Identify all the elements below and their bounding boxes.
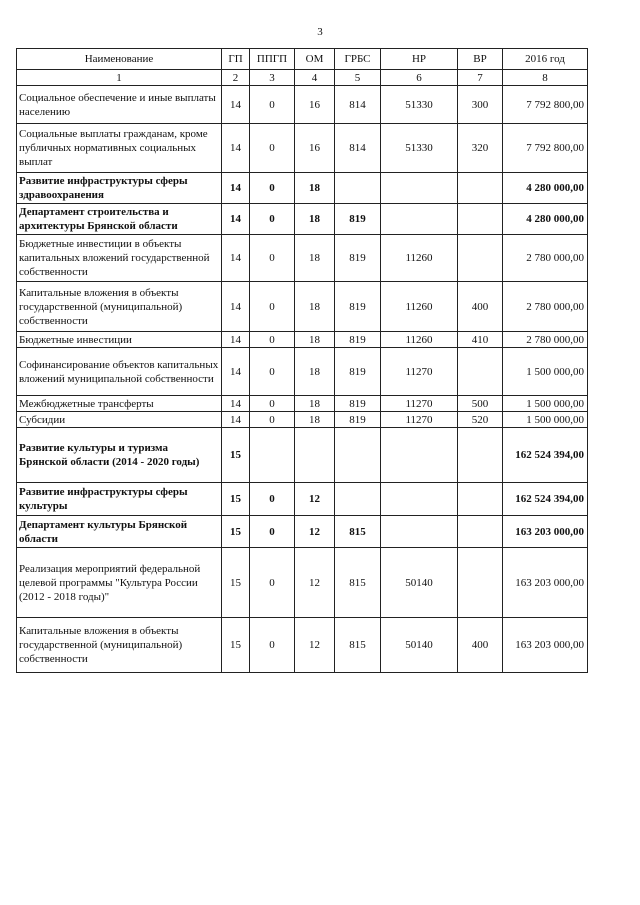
row-vr <box>458 516 503 548</box>
row-om: 18 <box>295 173 335 204</box>
row-amount: 7 792 800,00 <box>503 86 588 124</box>
header-year: 2016 год <box>503 49 588 70</box>
row-gp: 15 <box>222 483 250 516</box>
row-vr: 400 <box>458 618 503 673</box>
column-number: 6 <box>381 70 458 86</box>
row-amount: 163 203 000,00 <box>503 618 588 673</box>
row-grbs <box>335 483 381 516</box>
row-amount: 2 780 000,00 <box>503 282 588 332</box>
column-number: 2 <box>222 70 250 86</box>
row-amount: 162 524 394,00 <box>503 483 588 516</box>
row-name: Капитальные вложения в объекты государственной (муниципальной) собственности <box>17 282 222 332</box>
table-row <box>17 348 588 396</box>
row-grbs: 819 <box>335 235 381 282</box>
row-gp: 15 <box>222 516 250 548</box>
row-gp: 15 <box>222 618 250 673</box>
row-name: Социальные выплаты гражданам, кроме публичных нормативных социальных выплат <box>17 124 222 173</box>
row-om: 12 <box>295 618 335 673</box>
table-row <box>17 204 588 235</box>
row-om: 18 <box>295 332 335 348</box>
row-ppgp: 0 <box>250 86 295 124</box>
row-grbs: 819 <box>335 332 381 348</box>
row-name: Департамент строительства и архитектуры Брянской области <box>17 204 222 235</box>
row-vr <box>458 548 503 618</box>
table-row <box>17 483 588 516</box>
row-gp: 14 <box>222 86 250 124</box>
row-name: Реализация мероприятий федеральной целевой программы "Культура России (2012 - 2018 годы)" <box>17 548 222 618</box>
row-name: Бюджетные инвестиции в объекты капитальных вложений государственной собственности <box>17 235 222 282</box>
budget-table <box>16 48 588 673</box>
header-grbs: ГРБС <box>335 49 381 70</box>
row-om: 12 <box>295 483 335 516</box>
column-number: 4 <box>295 70 335 86</box>
table-row <box>17 173 588 204</box>
row-nr: 51330 <box>381 124 458 173</box>
row-nr: 11270 <box>381 412 458 428</box>
row-ppgp <box>250 428 295 483</box>
row-ppgp: 0 <box>250 412 295 428</box>
row-om: 18 <box>295 396 335 412</box>
table-row <box>17 396 588 412</box>
table-row <box>17 332 588 348</box>
column-number: 1 <box>17 70 222 86</box>
row-nr <box>381 173 458 204</box>
row-vr <box>458 483 503 516</box>
row-ppgp: 0 <box>250 332 295 348</box>
row-vr: 520 <box>458 412 503 428</box>
row-gp: 14 <box>222 332 250 348</box>
row-amount: 4 280 000,00 <box>503 173 588 204</box>
row-ppgp: 0 <box>250 124 295 173</box>
row-gp: 14 <box>222 348 250 396</box>
row-name: Межбюджетные трансферты <box>17 396 222 412</box>
row-grbs: 815 <box>335 548 381 618</box>
row-nr <box>381 516 458 548</box>
column-number: 7 <box>458 70 503 86</box>
table-row <box>17 428 588 483</box>
row-name: Социальное обеспечение и иные выплаты населению <box>17 86 222 124</box>
row-om: 16 <box>295 86 335 124</box>
row-grbs <box>335 428 381 483</box>
row-amount: 1 500 000,00 <box>503 412 588 428</box>
row-om: 18 <box>295 412 335 428</box>
row-amount: 1 500 000,00 <box>503 396 588 412</box>
row-ppgp: 0 <box>250 235 295 282</box>
row-name: Софинансирование объектов капитальных вложений муниципальной собственности <box>17 348 222 396</box>
table-row <box>17 235 588 282</box>
row-name: Развитие культуры и туризма Брянской области (2014 - 2020 годы) <box>17 428 222 483</box>
row-name: Бюджетные инвестиции <box>17 332 222 348</box>
header-ppgp: ППГП <box>250 49 295 70</box>
table-row <box>17 282 588 332</box>
row-om: 12 <box>295 548 335 618</box>
row-nr: 11260 <box>381 332 458 348</box>
row-gp: 15 <box>222 548 250 618</box>
row-ppgp: 0 <box>250 204 295 235</box>
row-gp: 15 <box>222 428 250 483</box>
row-vr: 300 <box>458 86 503 124</box>
row-vr <box>458 348 503 396</box>
row-vr: 410 <box>458 332 503 348</box>
row-vr: 320 <box>458 124 503 173</box>
row-name: Капитальные вложения в объекты государственной (муниципальной) собственности <box>17 618 222 673</box>
row-grbs: 814 <box>335 86 381 124</box>
table-row <box>17 124 588 173</box>
column-number-row <box>17 70 588 86</box>
row-amount: 7 792 800,00 <box>503 124 588 173</box>
row-om: 12 <box>295 516 335 548</box>
row-vr <box>458 173 503 204</box>
row-nr <box>381 204 458 235</box>
row-name: Развитие инфраструктуры сферы здравоохранения <box>17 173 222 204</box>
row-amount: 1 500 000,00 <box>503 348 588 396</box>
row-gp: 14 <box>222 124 250 173</box>
row-grbs: 819 <box>335 412 381 428</box>
row-amount: 2 780 000,00 <box>503 235 588 282</box>
table-row <box>17 412 588 428</box>
header-row <box>17 49 588 70</box>
row-gp: 14 <box>222 173 250 204</box>
row-amount: 4 280 000,00 <box>503 204 588 235</box>
row-ppgp: 0 <box>250 548 295 618</box>
row-grbs: 819 <box>335 396 381 412</box>
header-om: ОМ <box>295 49 335 70</box>
row-ppgp: 0 <box>250 348 295 396</box>
table-row <box>17 516 588 548</box>
table-row <box>17 618 588 673</box>
header-nr: НР <box>381 49 458 70</box>
row-vr: 500 <box>458 396 503 412</box>
page-number: 3 <box>317 26 323 38</box>
row-nr: 50140 <box>381 548 458 618</box>
row-vr: 400 <box>458 282 503 332</box>
row-om: 18 <box>295 204 335 235</box>
row-vr <box>458 204 503 235</box>
row-ppgp: 0 <box>250 396 295 412</box>
row-nr <box>381 428 458 483</box>
column-number: 5 <box>335 70 381 86</box>
row-ppgp: 0 <box>250 483 295 516</box>
row-nr: 51330 <box>381 86 458 124</box>
row-om: 16 <box>295 124 335 173</box>
row-om: 18 <box>295 348 335 396</box>
row-name: Субсидии <box>17 412 222 428</box>
table-row <box>17 86 588 124</box>
header-name: Наименование <box>17 49 222 70</box>
row-amount: 2 780 000,00 <box>503 332 588 348</box>
row-ppgp: 0 <box>250 282 295 332</box>
row-vr <box>458 235 503 282</box>
row-om: 18 <box>295 235 335 282</box>
column-number: 8 <box>503 70 588 86</box>
row-nr: 11260 <box>381 235 458 282</box>
row-gp: 14 <box>222 412 250 428</box>
row-ppgp: 0 <box>250 618 295 673</box>
column-number: 3 <box>250 70 295 86</box>
row-ppgp: 0 <box>250 173 295 204</box>
row-gp: 14 <box>222 235 250 282</box>
row-grbs: 819 <box>335 204 381 235</box>
row-amount: 163 203 000,00 <box>503 516 588 548</box>
row-gp: 14 <box>222 204 250 235</box>
header-vr: ВР <box>458 49 503 70</box>
row-grbs: 815 <box>335 516 381 548</box>
row-nr: 50140 <box>381 618 458 673</box>
row-vr <box>458 428 503 483</box>
row-grbs: 815 <box>335 618 381 673</box>
row-gp: 14 <box>222 282 250 332</box>
row-amount: 163 203 000,00 <box>503 548 588 618</box>
row-nr <box>381 483 458 516</box>
row-name: Департамент культуры Брянской области <box>17 516 222 548</box>
row-om <box>295 428 335 483</box>
row-grbs: 819 <box>335 348 381 396</box>
row-nr: 11260 <box>381 282 458 332</box>
row-grbs: 819 <box>335 282 381 332</box>
row-nr: 11270 <box>381 348 458 396</box>
row-grbs <box>335 173 381 204</box>
row-gp: 14 <box>222 396 250 412</box>
header-gp: ГП <box>222 49 250 70</box>
row-om: 18 <box>295 282 335 332</box>
row-amount: 162 524 394,00 <box>503 428 588 483</box>
row-nr: 11270 <box>381 396 458 412</box>
table-row <box>17 548 588 618</box>
row-ppgp: 0 <box>250 516 295 548</box>
row-grbs: 814 <box>335 124 381 173</box>
row-name: Развитие инфраструктуры сферы культуры <box>17 483 222 516</box>
